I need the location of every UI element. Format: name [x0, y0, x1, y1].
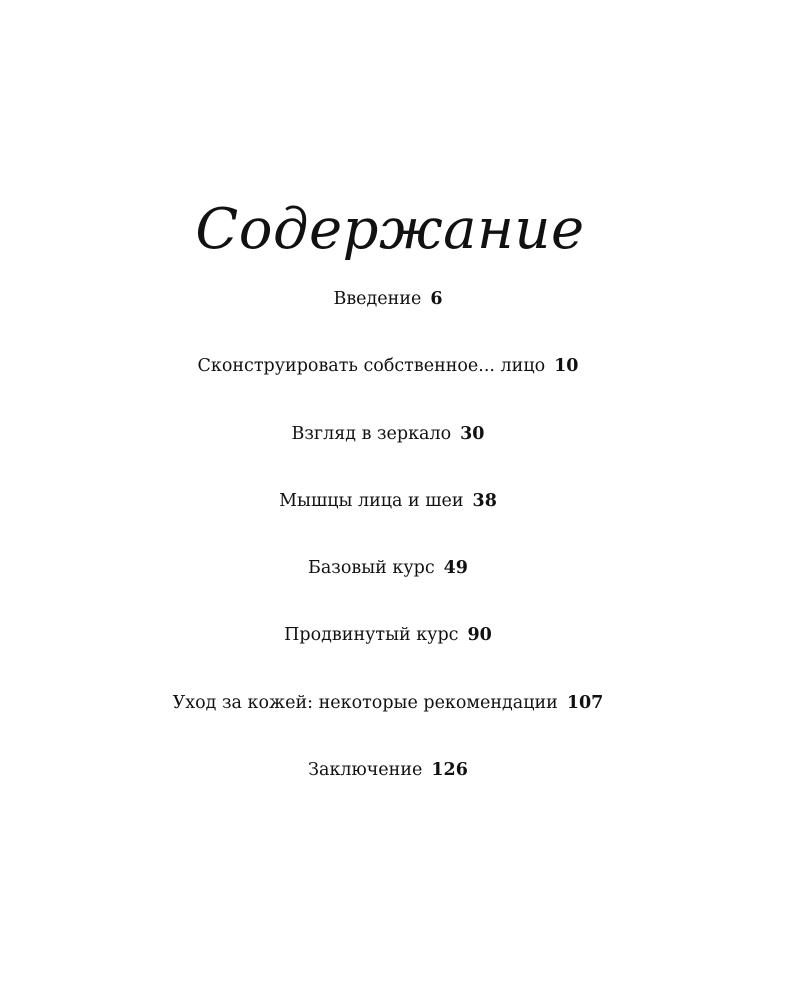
toc-entry-label: Продвинутый курс — [284, 625, 459, 646]
toc-entry-page-number: 107 — [566, 692, 604, 713]
toc-entry-page-number: 126 — [431, 760, 468, 781]
toc-entry-label: Взгляд в зеркало — [291, 423, 452, 444]
toc-entry-page-number: 90 — [467, 625, 492, 646]
toc-entry-label: Мышцы лица и шеи — [279, 490, 464, 511]
toc-entry-basic-course[interactable] — [0, 555, 776, 622]
toc-entry-label: Заключение — [308, 760, 423, 781]
toc-entry-page-number: 10 — [554, 356, 579, 377]
toc-entry-construct-face[interactable] — [0, 353, 776, 420]
toc-entry-label: Базовый курс — [308, 558, 435, 579]
toc-entry-advanced-course[interactable] — [0, 622, 776, 689]
toc-entry-page-number: 49 — [443, 558, 468, 579]
page-title: Содержание — [195, 197, 585, 262]
toc-entry-skin-care[interactable] — [0, 690, 776, 757]
toc-entry-introduction[interactable] — [0, 286, 776, 353]
toc-entry-label: Сконструировать собственное... лицо — [197, 356, 546, 377]
toc-entry-label: Уход за кожей: некоторые рекомендации — [172, 692, 558, 713]
toc-entry-mirror-look[interactable] — [0, 421, 776, 488]
toc-entry-page-number: 6 — [430, 289, 443, 309]
toc-entry-conclusion[interactable] — [0, 757, 776, 824]
toc-entry-page-number: 38 — [472, 490, 497, 511]
toc-entry-page-number: 30 — [460, 423, 485, 444]
table-of-contents — [0, 286, 776, 824]
toc-entry-face-neck-muscles[interactable] — [0, 488, 776, 555]
toc-entry-label: Введение — [333, 289, 422, 309]
